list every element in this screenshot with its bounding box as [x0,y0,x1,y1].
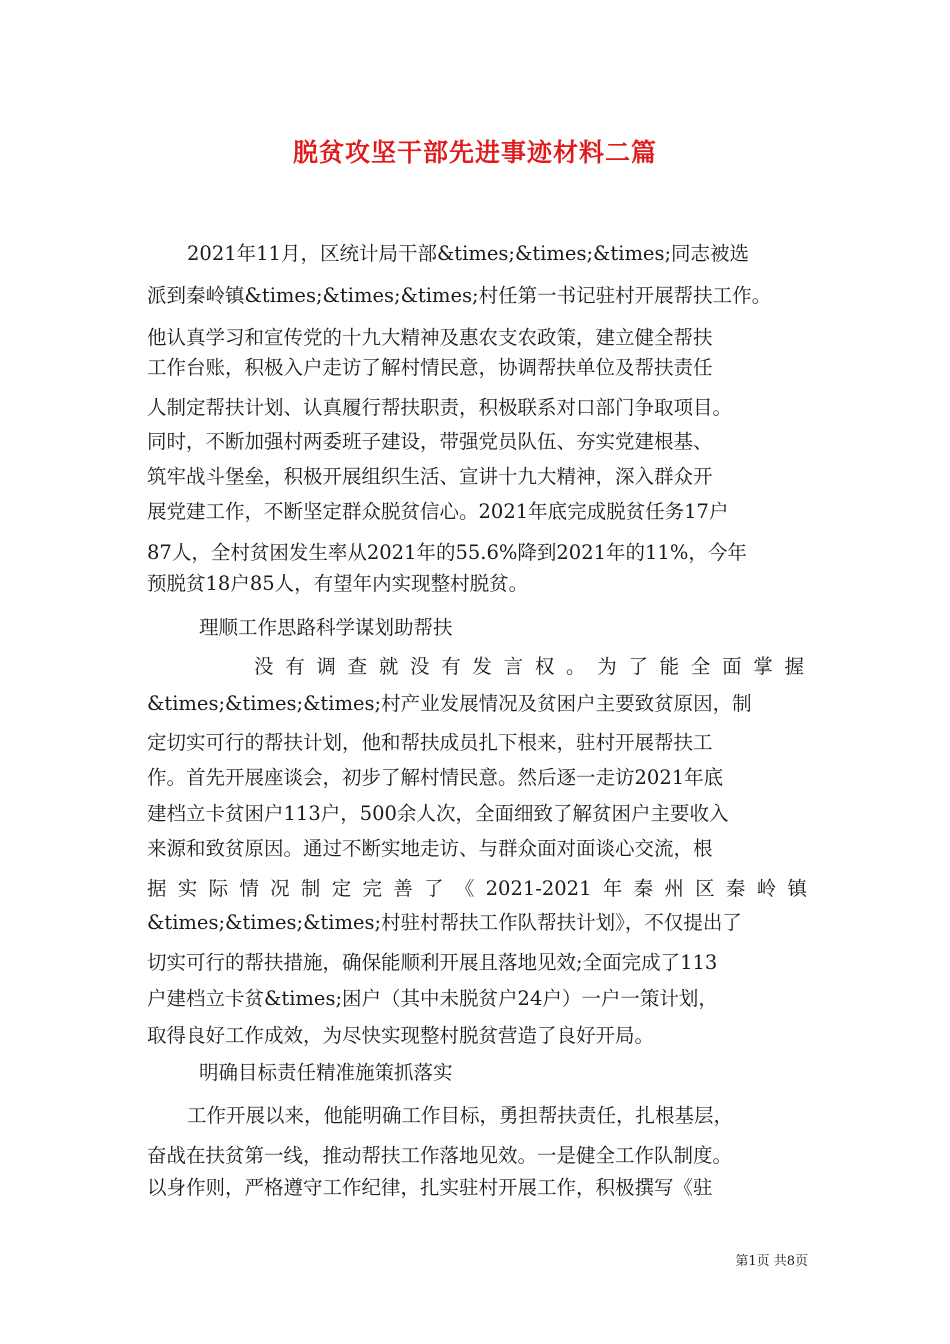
paragraph-line: 工作台账，积极入户走访了解村情民意，协调帮扶单位及帮扶责任 [147,356,713,379]
paragraph-line: 人制定帮扶计划、认真履行帮扶职责，积极联系对口部门争取项目。 [147,396,733,419]
paragraph-line: 同时，不断加强村两委班子建设，带强党员队伍、夯实党建根基、 [147,430,713,453]
paragraph-line: 来源和致贫原因。通过不断实地走访、与群众面对面谈心交流，根 [147,837,713,860]
document-title: 脱贫攻坚干部先进事迹材料二篇 [292,138,657,167]
paragraph-line: 2021年11月，区统计局干部&times;&times;&times;同志被选 [187,242,750,265]
paragraph-line: 派到秦岭镇&times;&times;&times;村任第一书记驻村开展帮扶工作。 [147,284,772,307]
paragraph-line: 工作开展以来，他能明确工作目标，勇担帮扶责任，扎根基层， [187,1104,734,1127]
paragraph-line: 他认真学习和宣传党的十九大精神及惠农支农政策，建立健全帮扶 [147,326,713,349]
section-heading: 明确目标责任精准施策抓落实 [199,1061,453,1084]
paragraph-line: 据实际情况制定完善了《2021-2021年秦州区秦岭镇 [147,877,807,900]
page-footer: 第1页 共8页 [735,1254,808,1269]
paragraph-line: 87人，全村贫困发生率从2021年的55.6%降到2021年的11%，今年 [147,541,747,564]
paragraph-line: 以身作则，严格遵守工作纪律，扎实驻村开展工作，积极撰写《驻 [147,1176,713,1199]
section-heading: 理顺工作思路科学谋划助帮扶 [199,616,453,639]
paragraph-line: 预脱贫18户85人，有望年内实现整村脱贫。 [147,572,529,595]
paragraph-line: 建档立卡贫困户113户，500余人次，全面细致了解贫困户主要收入 [147,802,729,825]
paragraph-line: 作。首先开展座谈会，初步了解村情民意。然后逐一走访2021年底 [147,766,724,789]
paragraph-line: 切实可行的帮扶措施，确保能顺利开展且落地见效;全面完成了113 [147,951,718,974]
paragraph-line: 定切实可行的帮扶计划，他和帮扶成员扎下根来，驻村开展帮扶工 [147,731,713,754]
paragraph-line: 取得良好工作成效，为尽快实现整村脱贫营造了良好开局。 [147,1024,655,1047]
paragraph-line: 奋战在扶贫第一线，推动帮扶工作落地见效。一是健全工作队制度。 [147,1144,733,1167]
paragraph-line: 筑牢战斗堡垒，积极开展组织生活、宣讲十九大精神，深入群众开 [147,465,713,488]
paragraph-line: 展党建工作，不断坚定群众脱贫信心。2021年底完成脱贫任务17户 [147,500,729,523]
paragraph-line: 没有调查就没有发言权。为了能全面掌握 [254,655,804,678]
paragraph-line: &times;&times;&times;村驻村帮扶工作队帮扶计划》，不仅提出了 [147,911,742,934]
paragraph-line: 户建档立卡贫&times;困户（其中未脱贫户24户）一户一策计划， [147,987,718,1010]
paragraph-line: &times;&times;&times;村产业发展情况及贫困户主要致贫原因，制 [147,692,752,715]
